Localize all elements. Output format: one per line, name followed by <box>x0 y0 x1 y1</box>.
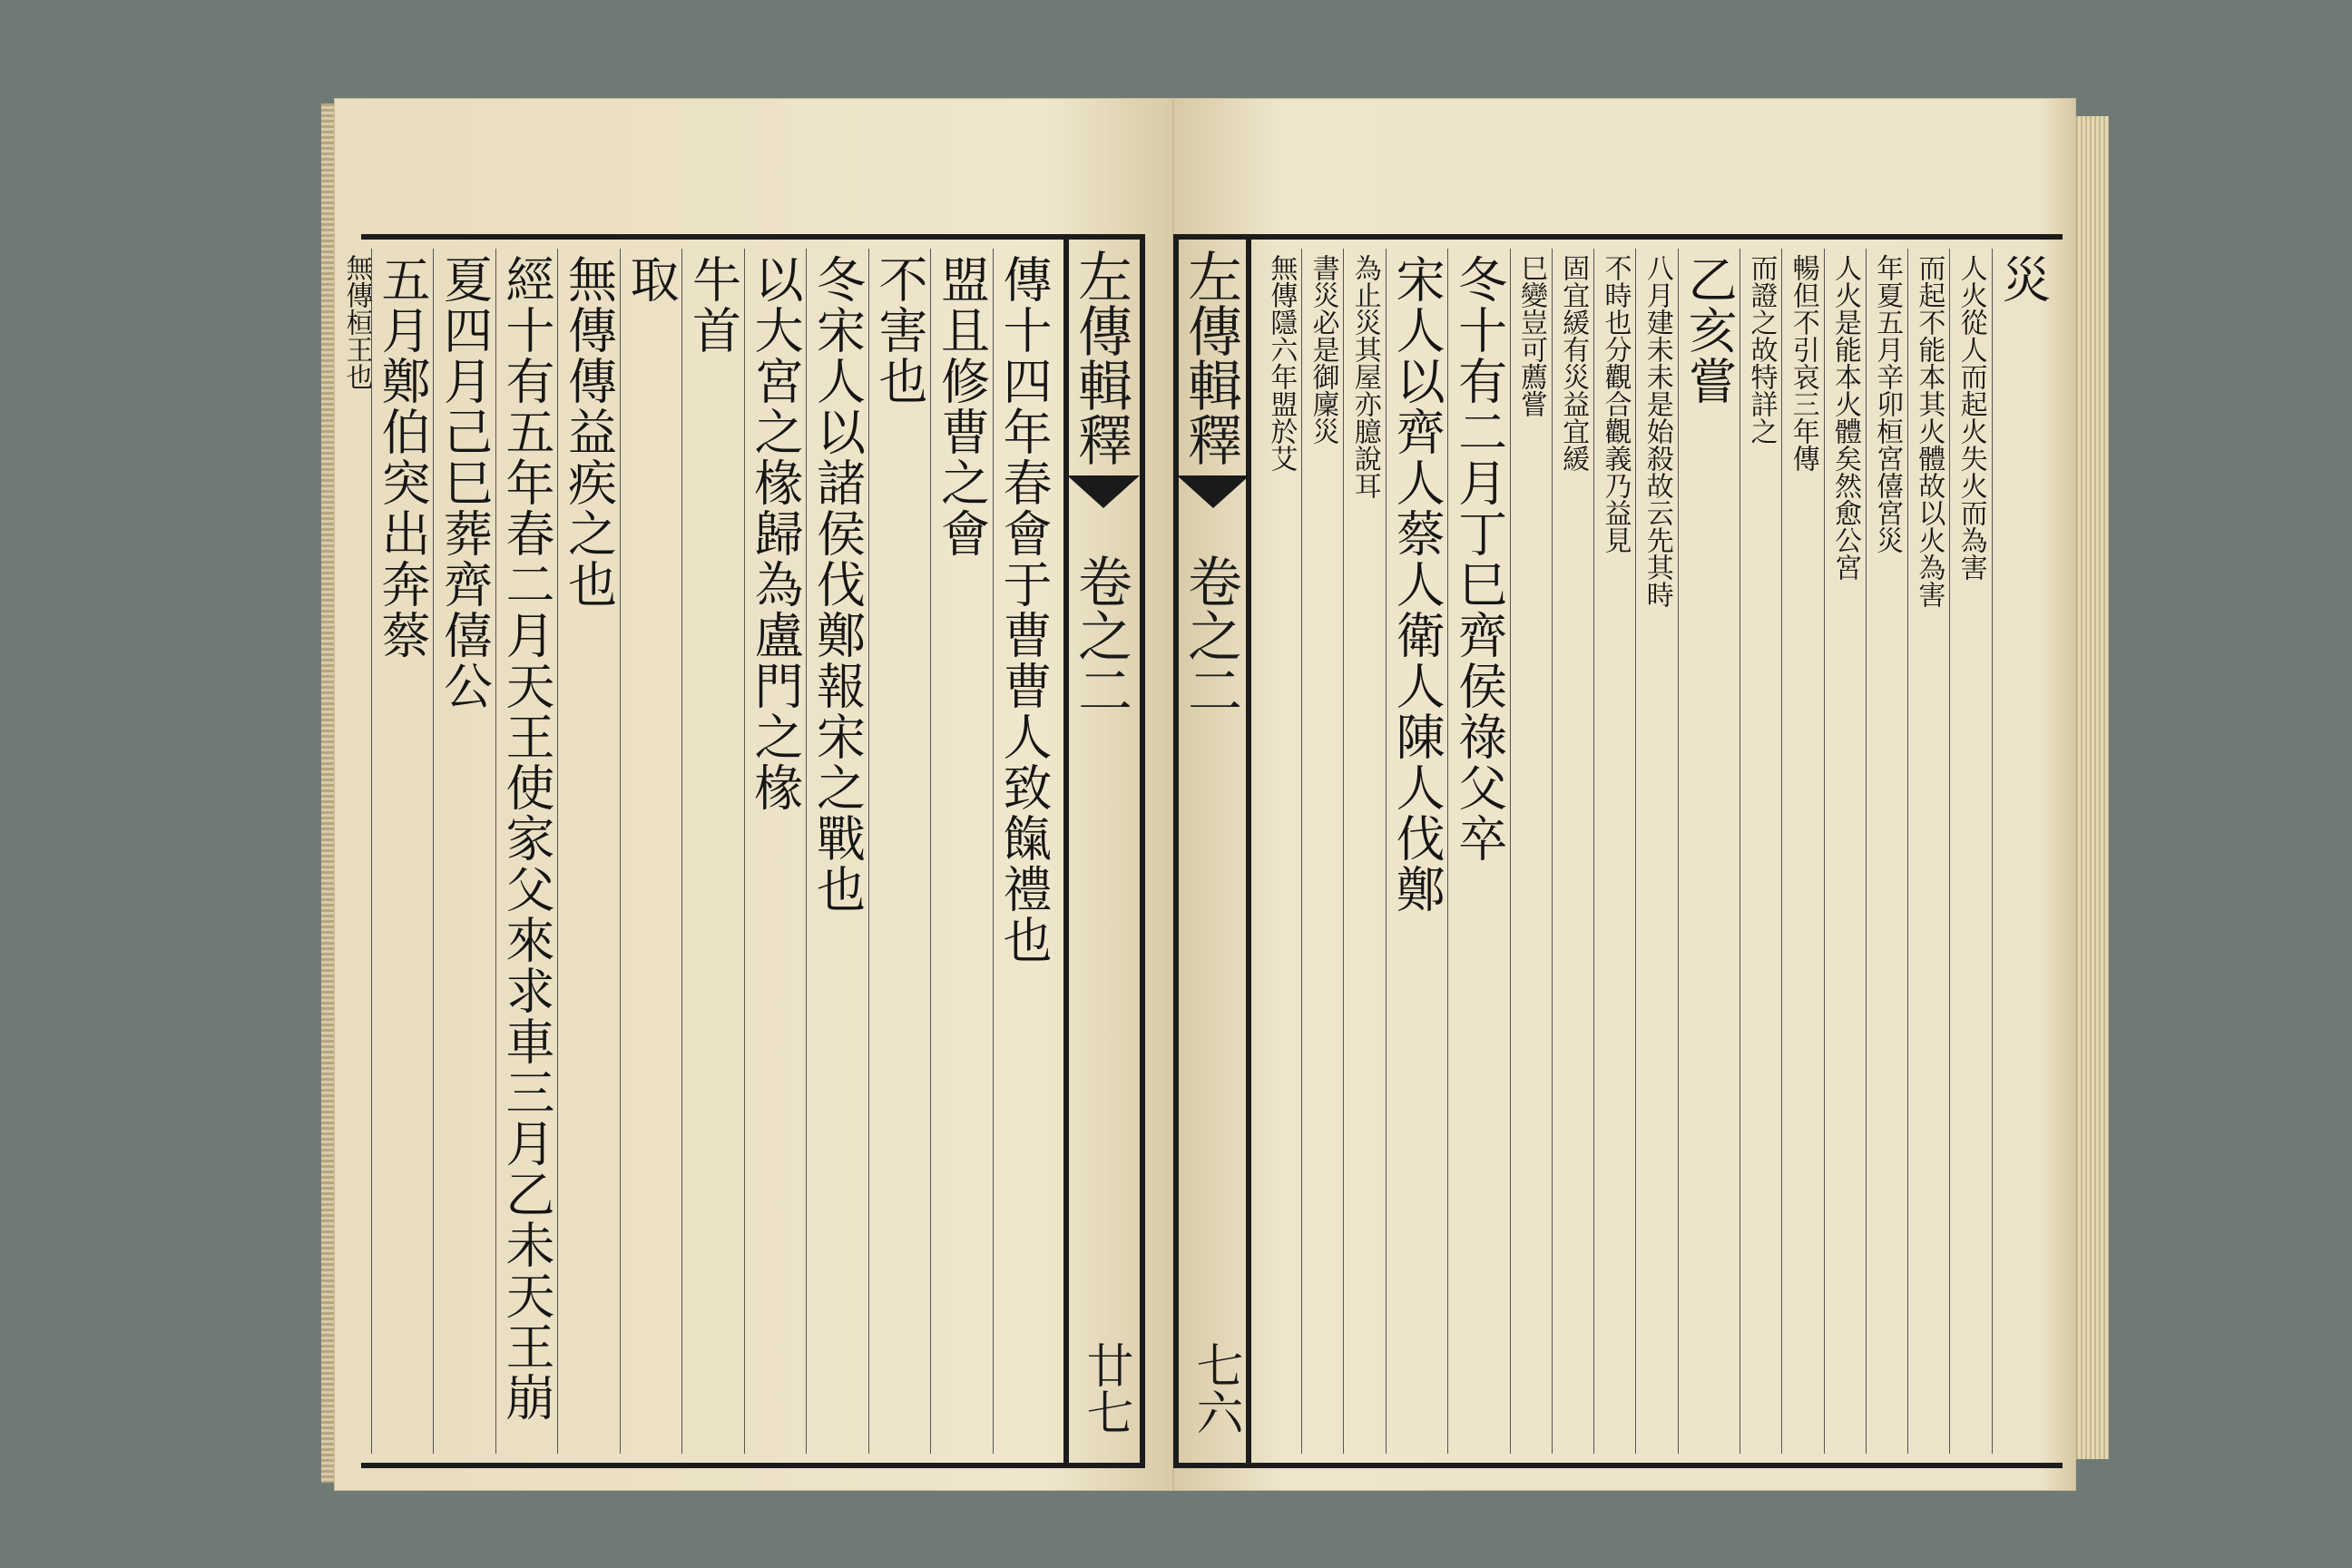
left-margin-title <box>1067 234 1145 1468</box>
text-column: 宋人以齊人蔡人衛人陳人伐鄭 <box>1386 249 1448 1454</box>
text-column: 冬十有二月丁巳齊侯祿父卒 <box>1447 249 1510 1454</box>
text-column: 牛首 <box>681 249 744 1454</box>
page-number: 七六 <box>1188 1341 1242 1436</box>
text-column: 取 <box>620 249 682 1454</box>
left-page-edge <box>321 103 334 1483</box>
left-page <box>334 98 1173 1491</box>
text-column: 人火從人而起火失火而為害 <box>1949 249 1991 1454</box>
volume-label: 卷之二 <box>1069 554 1132 717</box>
right-page <box>1173 98 2076 1491</box>
text-column: 為止災其屋亦臆說耳 <box>1343 249 1385 1454</box>
text-column: 乙亥嘗 <box>1678 249 1740 1454</box>
text-column: 傳十四年春會于曹曹人致餼禮也 <box>993 249 1055 1454</box>
text-column: 年夏五月辛卯桓宮僖宮災 <box>1866 249 1907 1454</box>
text-column: 固宜緩有災益宜緩 <box>1552 249 1593 1454</box>
text-column: 無傳隱六年盟於艾 <box>1265 254 1298 472</box>
text-column: 暢但不引哀三年傳 <box>1781 249 1823 1454</box>
text-column: 五月鄭伯突出奔蔡 <box>371 249 434 1454</box>
text-column: 而起不能本其火體故以火為害 <box>1907 249 1949 1454</box>
text-column: 而證之故特詳之 <box>1740 249 1781 1454</box>
fish-tail-ornament <box>1177 475 1250 508</box>
text-column: 災 <box>1992 249 2054 1454</box>
text-column: 書災必是御廩災 <box>1301 249 1343 1454</box>
right-margin-title <box>1173 234 1251 1468</box>
fish-tail-ornament <box>1067 475 1140 508</box>
text-column: 夏四月己巳葬齊僖公 <box>433 249 495 1454</box>
text-column: 盟且修曹之會 <box>930 249 993 1454</box>
right-page-edge <box>2076 116 2109 1459</box>
text-column: 以大宮之椽歸為盧門之椽 <box>744 249 807 1454</box>
left-text-frame <box>340 234 1069 1468</box>
text-column: 無傳傳益疾之也 <box>557 249 620 1454</box>
open-book <box>334 98 2076 1491</box>
text-column: 冬宋人以諸侯伐鄭報宋之戰也 <box>806 249 868 1454</box>
text-column: 巳變豈可薦嘗 <box>1510 249 1552 1454</box>
right-text-frame <box>1246 234 2063 1468</box>
text-column: 經十有五年春二月天王使家父來求車三月乙未天王崩 <box>495 249 558 1454</box>
book-title: 左傳輯釋 <box>1179 249 1242 466</box>
text-column: 不害也 <box>868 249 931 1454</box>
volume-label: 卷之二 <box>1179 554 1242 717</box>
text-column: 無傳桓王也 <box>340 254 373 390</box>
page-number: 廿七 <box>1078 1341 1132 1436</box>
text-column: 人火是能本火體矣然愈公宮 <box>1824 249 1866 1454</box>
text-column: 八月建未未是始殺故云先其時 <box>1635 249 1677 1454</box>
text-column: 不時也分觀合觀義乃益見 <box>1593 249 1635 1454</box>
book-title: 左傳輯釋 <box>1069 249 1132 466</box>
